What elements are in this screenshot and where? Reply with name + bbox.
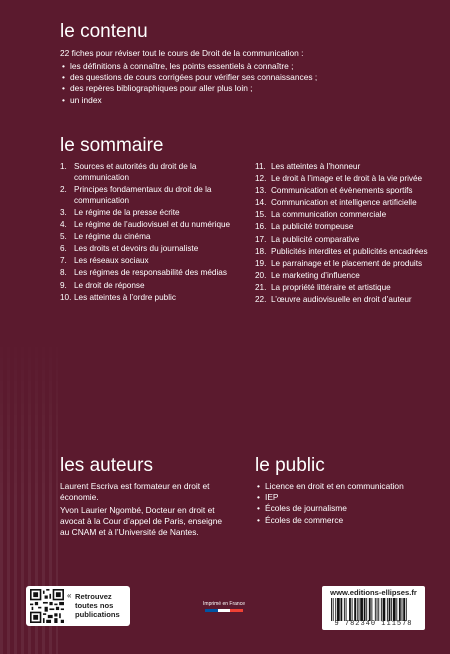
- double-arrow-icon: «: [67, 591, 72, 600]
- sommaire-entry-title: Les atteintes à l’honneur: [271, 162, 361, 171]
- public-list: [255, 481, 404, 526]
- sommaire-entry-number: 17.: [255, 234, 267, 244]
- sommaire-entry-number: 21.: [255, 282, 267, 292]
- auteurs-p1: Laurent Escriva est formateur en droit et économie.: [60, 481, 210, 503]
- sommaire-entry-number: 22.: [255, 295, 267, 305]
- sommaire-entry-number: 14.: [255, 198, 267, 208]
- sommaire-entry: [255, 210, 440, 221]
- sommaire-entry-title: La communication commerciale: [271, 210, 387, 220]
- sommaire-entry-number: 13.: [255, 186, 267, 196]
- sommaire-entry-title: Le régime de l’audiovisuel et du numérique: [74, 220, 231, 230]
- sommaire-entry-title: Le parrainage et le placement de produits: [271, 258, 423, 268]
- french-flag-icon: [205, 609, 243, 612]
- isbn-number: 9 782340 111578: [334, 620, 413, 628]
- sommaire-entry-number: 18.: [255, 246, 267, 256]
- sommaire-entry-title: Le régime de la presse écrite: [74, 208, 180, 217]
- sommaire-entry-title: Publicités interdites et publicités encadrées: [271, 246, 428, 256]
- sommaire-entry: [255, 271, 440, 282]
- sommaire-entry: [255, 235, 440, 246]
- sommaire-entry-number: 3.: [60, 208, 67, 217]
- sommaire-entry: [60, 293, 240, 304]
- decorative-stripes: [0, 0, 58, 654]
- contenu-item: • des repères bibliographiques pour aller plus loin ;: [60, 83, 317, 94]
- sommaire-entry-number: 9.: [60, 280, 67, 290]
- sommaire-entry: [60, 208, 240, 219]
- sommaire-entry-title: Le marketing d’influence: [271, 270, 360, 280]
- sommaire-entry-title: Principes fondamentaux du droit de la communication: [74, 185, 212, 205]
- sommaire-right-column: [255, 162, 440, 307]
- sommaire-entry-title: La propriété littéraire et artistique: [271, 282, 391, 292]
- sommaire-entry: [255, 186, 440, 197]
- sommaire-entry-title: Les droits et devoirs du journaliste: [74, 244, 199, 254]
- sommaire-entry: [60, 268, 240, 279]
- qr-code-icon[interactable]: [30, 589, 64, 623]
- sommaire-entry-number: 6.: [60, 244, 67, 254]
- sommaire-entry-number: 1.: [60, 162, 67, 171]
- sommaire-entry-number: 20.: [255, 270, 267, 280]
- auteurs-title: les auteurs: [60, 455, 153, 476]
- public-item: • Écoles de commerce: [255, 515, 404, 526]
- sommaire-entry: [60, 185, 240, 207]
- sommaire-entry: [255, 283, 440, 294]
- sommaire-entry-title: Communication et évènements sportifs: [271, 186, 413, 196]
- public-item: • Licence en droit et en communication: [255, 481, 404, 492]
- sommaire-title: le sommaire: [60, 135, 164, 156]
- sommaire-entry-number: 10.: [60, 292, 72, 302]
- auteurs-p2: Yvon Laurier Ngombé, Docteur en droit et avocat à la Cour d’appel de Paris, enseigne au CNAM et à l’Université de Nantes.: [60, 505, 223, 538]
- sommaire-entry-title: Communication et intelligence artificielle: [271, 198, 417, 208]
- sommaire-entry: [60, 220, 240, 231]
- contenu-item: • les définitions à connaître, les points essentiels à connaître ;: [60, 61, 317, 72]
- sommaire-entry-number: 2.: [60, 185, 67, 194]
- sommaire-entry-number: 12.: [255, 174, 267, 184]
- sommaire-entry-number: 4.: [60, 220, 67, 230]
- sommaire-entry-number: 19.: [255, 258, 267, 268]
- sommaire-entry-number: 16.: [255, 222, 267, 232]
- sommaire-entry: [60, 232, 240, 243]
- sommaire-entry-number: 11.: [255, 162, 266, 171]
- sommaire-entry: [255, 259, 440, 270]
- sommaire-entry: [255, 222, 440, 233]
- qr-caption: Retrouvez toutes nos publications: [75, 592, 120, 620]
- sommaire-entry-title: Le droit de réponse: [74, 280, 145, 290]
- sommaire-entry: [255, 174, 440, 185]
- sommaire-entry: [60, 281, 240, 292]
- sommaire-entry-title: La publicité trompeuse: [271, 222, 354, 232]
- sommaire-entry-title: Le régime du cinéma: [74, 232, 151, 242]
- public-title: le public: [255, 455, 325, 476]
- imprint-label: Imprimé en France: [203, 601, 245, 607]
- sommaire-entry-number: 5.: [60, 232, 67, 242]
- publisher-url[interactable]: www.editions-ellipses.fr: [330, 588, 417, 597]
- sommaire-entry: [255, 162, 440, 173]
- sommaire-entry-title: Le droit à l’image et le droit à la vie privée: [271, 174, 423, 184]
- sommaire-entry: [60, 244, 240, 255]
- sommaire-entry: [255, 247, 440, 258]
- contenu-intro: 22 fiches pour réviser tout le cours de Droit de la communication :: [60, 48, 304, 58]
- contenu-title: le contenu: [60, 21, 148, 42]
- sommaire-entry-title: Les atteintes à l’ordre public: [74, 292, 176, 302]
- sommaire-entry-number: 7.: [60, 256, 67, 266]
- sommaire-entry-number: 15.: [255, 210, 267, 220]
- barcode: [331, 598, 417, 621]
- sommaire-entry-title: Les régimes de responsabilité des médias: [74, 268, 227, 278]
- sommaire-entry-title: L’œuvre audiovisuelle en droit d’auteur: [271, 295, 412, 305]
- sommaire-entry-title: Les réseaux sociaux: [74, 256, 149, 266]
- sommaire-entry-title: Sources et autorités du droit de la communication: [74, 162, 197, 182]
- sommaire-entry: [255, 198, 440, 209]
- sommaire-entry-title: La publicité comparative: [271, 234, 360, 244]
- contenu-list: [60, 61, 317, 106]
- contenu-item: • un index: [60, 95, 317, 106]
- public-item: • IEP: [255, 492, 404, 503]
- sommaire-entry: [60, 162, 240, 184]
- contenu-item: • des questions de cours corrigées pour vérifier ses connaissances ;: [60, 72, 317, 83]
- sommaire-entry: [60, 256, 240, 267]
- sommaire-entry-number: 8.: [60, 268, 67, 278]
- sommaire-entry: [255, 295, 440, 306]
- sommaire-left-column: [60, 162, 240, 305]
- public-item: • Écoles de journalisme: [255, 503, 404, 514]
